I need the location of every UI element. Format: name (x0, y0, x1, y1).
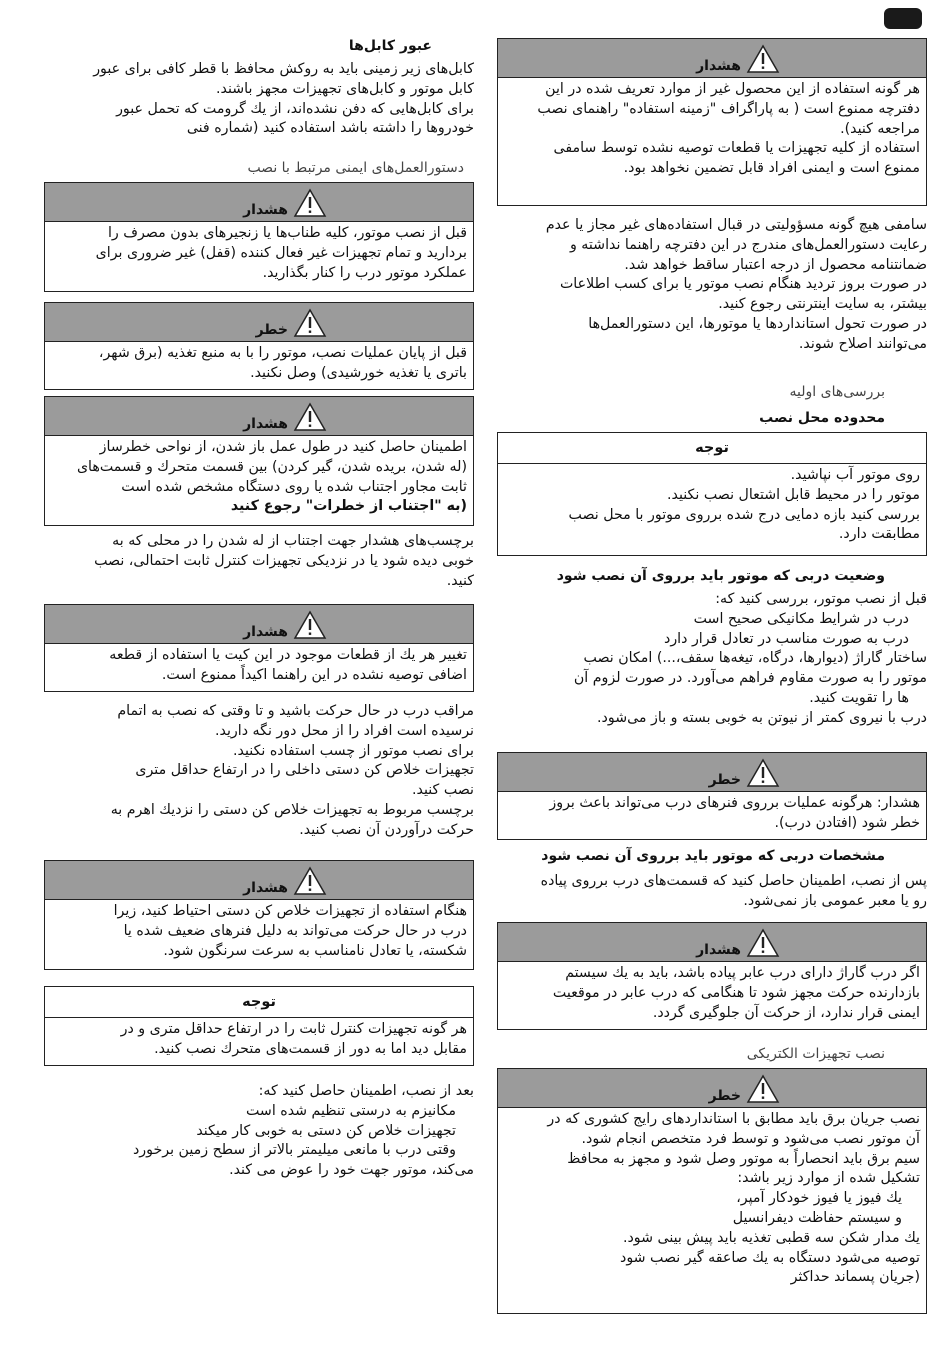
liability-paragraph: سامفی هیچ گونه مسؤولیتی در قبال استفاده‌های غیر مجاز یا عدم رعایت دستورالعمل‌های مندرج در این دفترچه راهنما نداشته و ضمانتنامه محصول از درجه اعتبار ساقط خواهد شد. در صورت بروز تردید هنگام نصب موتور یا برای کسب اطلاعات بیشتر، به سایت اینترنتی رجوع کنید. در صورت تحول استانداردها یا موتورها، این دستورالعمل‌ها می‌توانند اصلاح شوند. (545, 217, 927, 352)
warning-header (498, 39, 926, 78)
danger-text: قبل از پایان عملیات نصب، موتور را با به منبع تغذیه (برق شهر، باتری یا تغذیه خورشیدی) وصل نکنید. (98, 345, 467, 381)
warning-text: قبل از نصب موتور، کلیه طناب‌ها یا زنجیرهای بدون مصرف را بردارید و تمام تجهیزات غیر فعال کننده (قفل) غیر ضروری برای عملکرد موتور درب را کنار بگذارید. (95, 225, 467, 281)
warning-triangle-icon (293, 308, 327, 338)
post-install-paragraph: بعد از نصب، اطمینان حاصل کنید که: مکانیزم به درستی تنظیم شده است تجهیزات خلاص کن دستی به خوبی کار میکند وقتی درب با مانعی میلیمتر بالاتر از سطح زمین برخورد می‌کند، موتور جهت خود را عوض می کند. (132, 1083, 474, 1179)
danger-box-electrical (497, 1068, 927, 1314)
danger-header (45, 303, 473, 342)
warning-label: هشدار (243, 202, 288, 218)
warning-triangle-icon (293, 866, 327, 896)
note-text: روی موتور آب نپاشید. موتور را در محیط قابل اشتعال نصب نکنید. بررسی کنید بازه دمایی درج شده برروی موتور با محل نصب مطابقت دارد. (568, 467, 920, 543)
cable-paragraph: کابل‌های زیر زمینی باید به روکش محافظ با قطر کافی برای عبور کابل موتور و کابل‌های تجهیزات مجهز باشند. برای کابل‌هایی که دفن نشده‌اند، از یك گرومت که تحمل عبور خودروها را داشته باشد استفاده کنید (شماره فنی (93, 61, 474, 137)
heading-cable-routing: عبور کابل‌ها (348, 38, 432, 54)
warning-triangle-icon (746, 928, 780, 958)
heading-electrical: نصب تجهیزات الکتریکی (746, 1046, 885, 1062)
page-language-tab (884, 8, 922, 29)
warning-label: هشدار (696, 942, 741, 958)
warning-label: هشدار (243, 880, 288, 896)
danger-header (498, 753, 926, 792)
danger-header (498, 1069, 926, 1108)
warning-text: تغییر هر یك از قطعات موجود در این کیت یا استفاده از قطعه اضافی توصیه نشده در این راهنما اکیداً ممنوع است. (109, 647, 467, 683)
danger-label: خطر (708, 772, 741, 788)
heading-door-condition: وضعیت دربی که موتور باید برروی آن نصب شود (556, 568, 885, 584)
danger-box-power (44, 302, 474, 390)
danger-text: نصب جریان برق باید مطابق با استانداردهای رایج کشوری که در آن موتور نصب می‌شود و توسط فرد متخصص انجام شود. سیم برق باید انحصاراً به موتور وصل شود و مجهز به محافظ تشکیل شده از موارد زیر باشد: یك فیوز یا فیوز خودکار آمپر، و سیستم حفاظت دیفرانسیل یك مدار شکن سه قطبی تغذیه باید پیش بینی شود. توصیه می‌شود دستگاه به یك صاعقه گیر نصب شود (جریان پسماند حداکثر (547, 1111, 920, 1286)
note-box-controls (44, 986, 474, 1066)
door-specs-paragraph: پس از نصب، اطمینان حاصل کنید که قسمت‌های درب برروی پیاده رو یا معبر عمومی باز نمی‌شود. (540, 873, 927, 909)
door-condition-paragraph: قبل از نصب موتور، بررسی کنید که: درب در شرایط مکانیکی صحیح است درب به صورت مناسب در تعادل قرار دارد ساختار گاراژ (دیوارها، درگاه، تیغه‌ها سقف،...) امکان نصب موتور را به صورت مقاوم فراهم می‌آورد. در صورت لزوم آن ها را تقویت کنید. درب با نیروی کمتر از نیوتن به خوبی بسته و باز می‌شود. (573, 591, 927, 726)
warning-triangle-icon (746, 758, 780, 788)
warning-triangle-icon (746, 1074, 780, 1104)
warning-box-modification (44, 604, 474, 692)
warning-header (45, 183, 473, 222)
installation-care-paragraph: مراقب درب در حال حرکت باشید و تا وقتی که نصب به اتمام نرسیده است افراد را از محل دور نگه دارید. برای نصب موتور از چسب استفاده نکنید. تجهیزات خلاص کن دستی داخلی را در ارتفاع حداقل متری نصب کنید. برچسب مربوط به تجهیزات خلاص کن دستی را نزدیك اهرم به حرکت درآوردن آن نصب کنید. (110, 703, 474, 838)
heading-safety-instructions: دستورالعمل‌های ایمنی مرتبط با نصب (247, 160, 464, 176)
heading-preliminary-checks: بررسی‌های اولیه (789, 384, 885, 400)
warning-box-misuse (497, 38, 927, 206)
note-box-area (497, 432, 927, 556)
warning-triangle-icon (293, 610, 327, 640)
note-header: توجه (498, 433, 926, 464)
heading-installation-area: محدوده محل نصب (759, 410, 885, 426)
warning-box-crushing (44, 396, 474, 526)
warning-text: اطمینان حاصل کنید در طول عمل باز شدن، از نواحی خطرساز (له شدن، بریده شدن، گیر کردن) بین قسمت متحرك و قسمت‌های ثابت مجاور اجتناب شده یا روی دستگاه مشخص شده است (به "اجتناب از خطرات" رجوع کنید (45, 436, 473, 519)
note-header: توجه (45, 987, 473, 1018)
warning-header (45, 397, 473, 436)
danger-label: خطر (255, 322, 288, 338)
hazard-reference: (به "اجتناب از خطرات" رجوع کنید (230, 498, 467, 515)
warning-triangle-icon (293, 402, 327, 432)
note-text: هر گونه تجهیزات کنترل ثابت را در ارتفاع حداقل متری و در مقابل دید اما به دور از قسمت‌های متحرك نصب کنید. (120, 1021, 467, 1057)
danger-text: هشدار: هرگونه عملیات برروی فنرهای درب می‌تواند باعث بروز خطر شود (افتادن درب). (549, 795, 920, 831)
warning-text: هر گونه استفاده از این محصول غیر از موارد تعریف شده در این دفترچه ممنوع است ( به پاراگراف "زمینه استفاده" راهنمای نصب مراجعه کنید). استفاده از کلیه تجهیزات یا قطعات توصیه نشده توسط سامفی ممنوع است و ایمنی افراد قابل تضمین نخواهد بود. (537, 81, 920, 177)
warning-text: اگر درب گاراژ دارای درب عابر پیاده باشد، باید به یك سیستم بازدارنده حرکت مجهز شود تا هنگامی که درب عابر در موقعیت ایمنی قرار ندارد، از حرکت آن جلوگیری گردد. (552, 965, 920, 1021)
heading-door-specs: مشخصات دربی که موتور باید برروی آن نصب شود (541, 848, 885, 864)
warning-label: هشدار (243, 416, 288, 432)
warning-header (498, 923, 926, 962)
warning-box-ropes (44, 182, 474, 292)
warning-triangle-icon (293, 188, 327, 218)
danger-label: خطر (708, 1088, 741, 1104)
warning-box-pedestrian-door (497, 922, 927, 1030)
warning-text: هنگام استفاده از تجهیزات خلاص کن دستی احتیاط کنید، زیرا درب در حال حرکت می‌تواند به دلیل فنرهای ضعیف شده یا شکسته، یا تعادل نامناسب به سرعت سرنگون شود. (113, 903, 467, 959)
warning-triangle-icon (746, 44, 780, 74)
danger-box-springs (497, 752, 927, 840)
warning-label: هشدار (696, 58, 741, 74)
labels-paragraph: برچسب‌های هشدار جهت اجتناب از له شدن را در محلی که به خوبی دیده شود یا در نزدیکی تجهیزات کنترل ثابت احتمالی، نصب کنید. (94, 533, 474, 589)
warning-label: هشدار (243, 624, 288, 640)
warning-header (45, 861, 473, 900)
warning-header (45, 605, 473, 644)
warning-box-manual-release (44, 860, 474, 970)
